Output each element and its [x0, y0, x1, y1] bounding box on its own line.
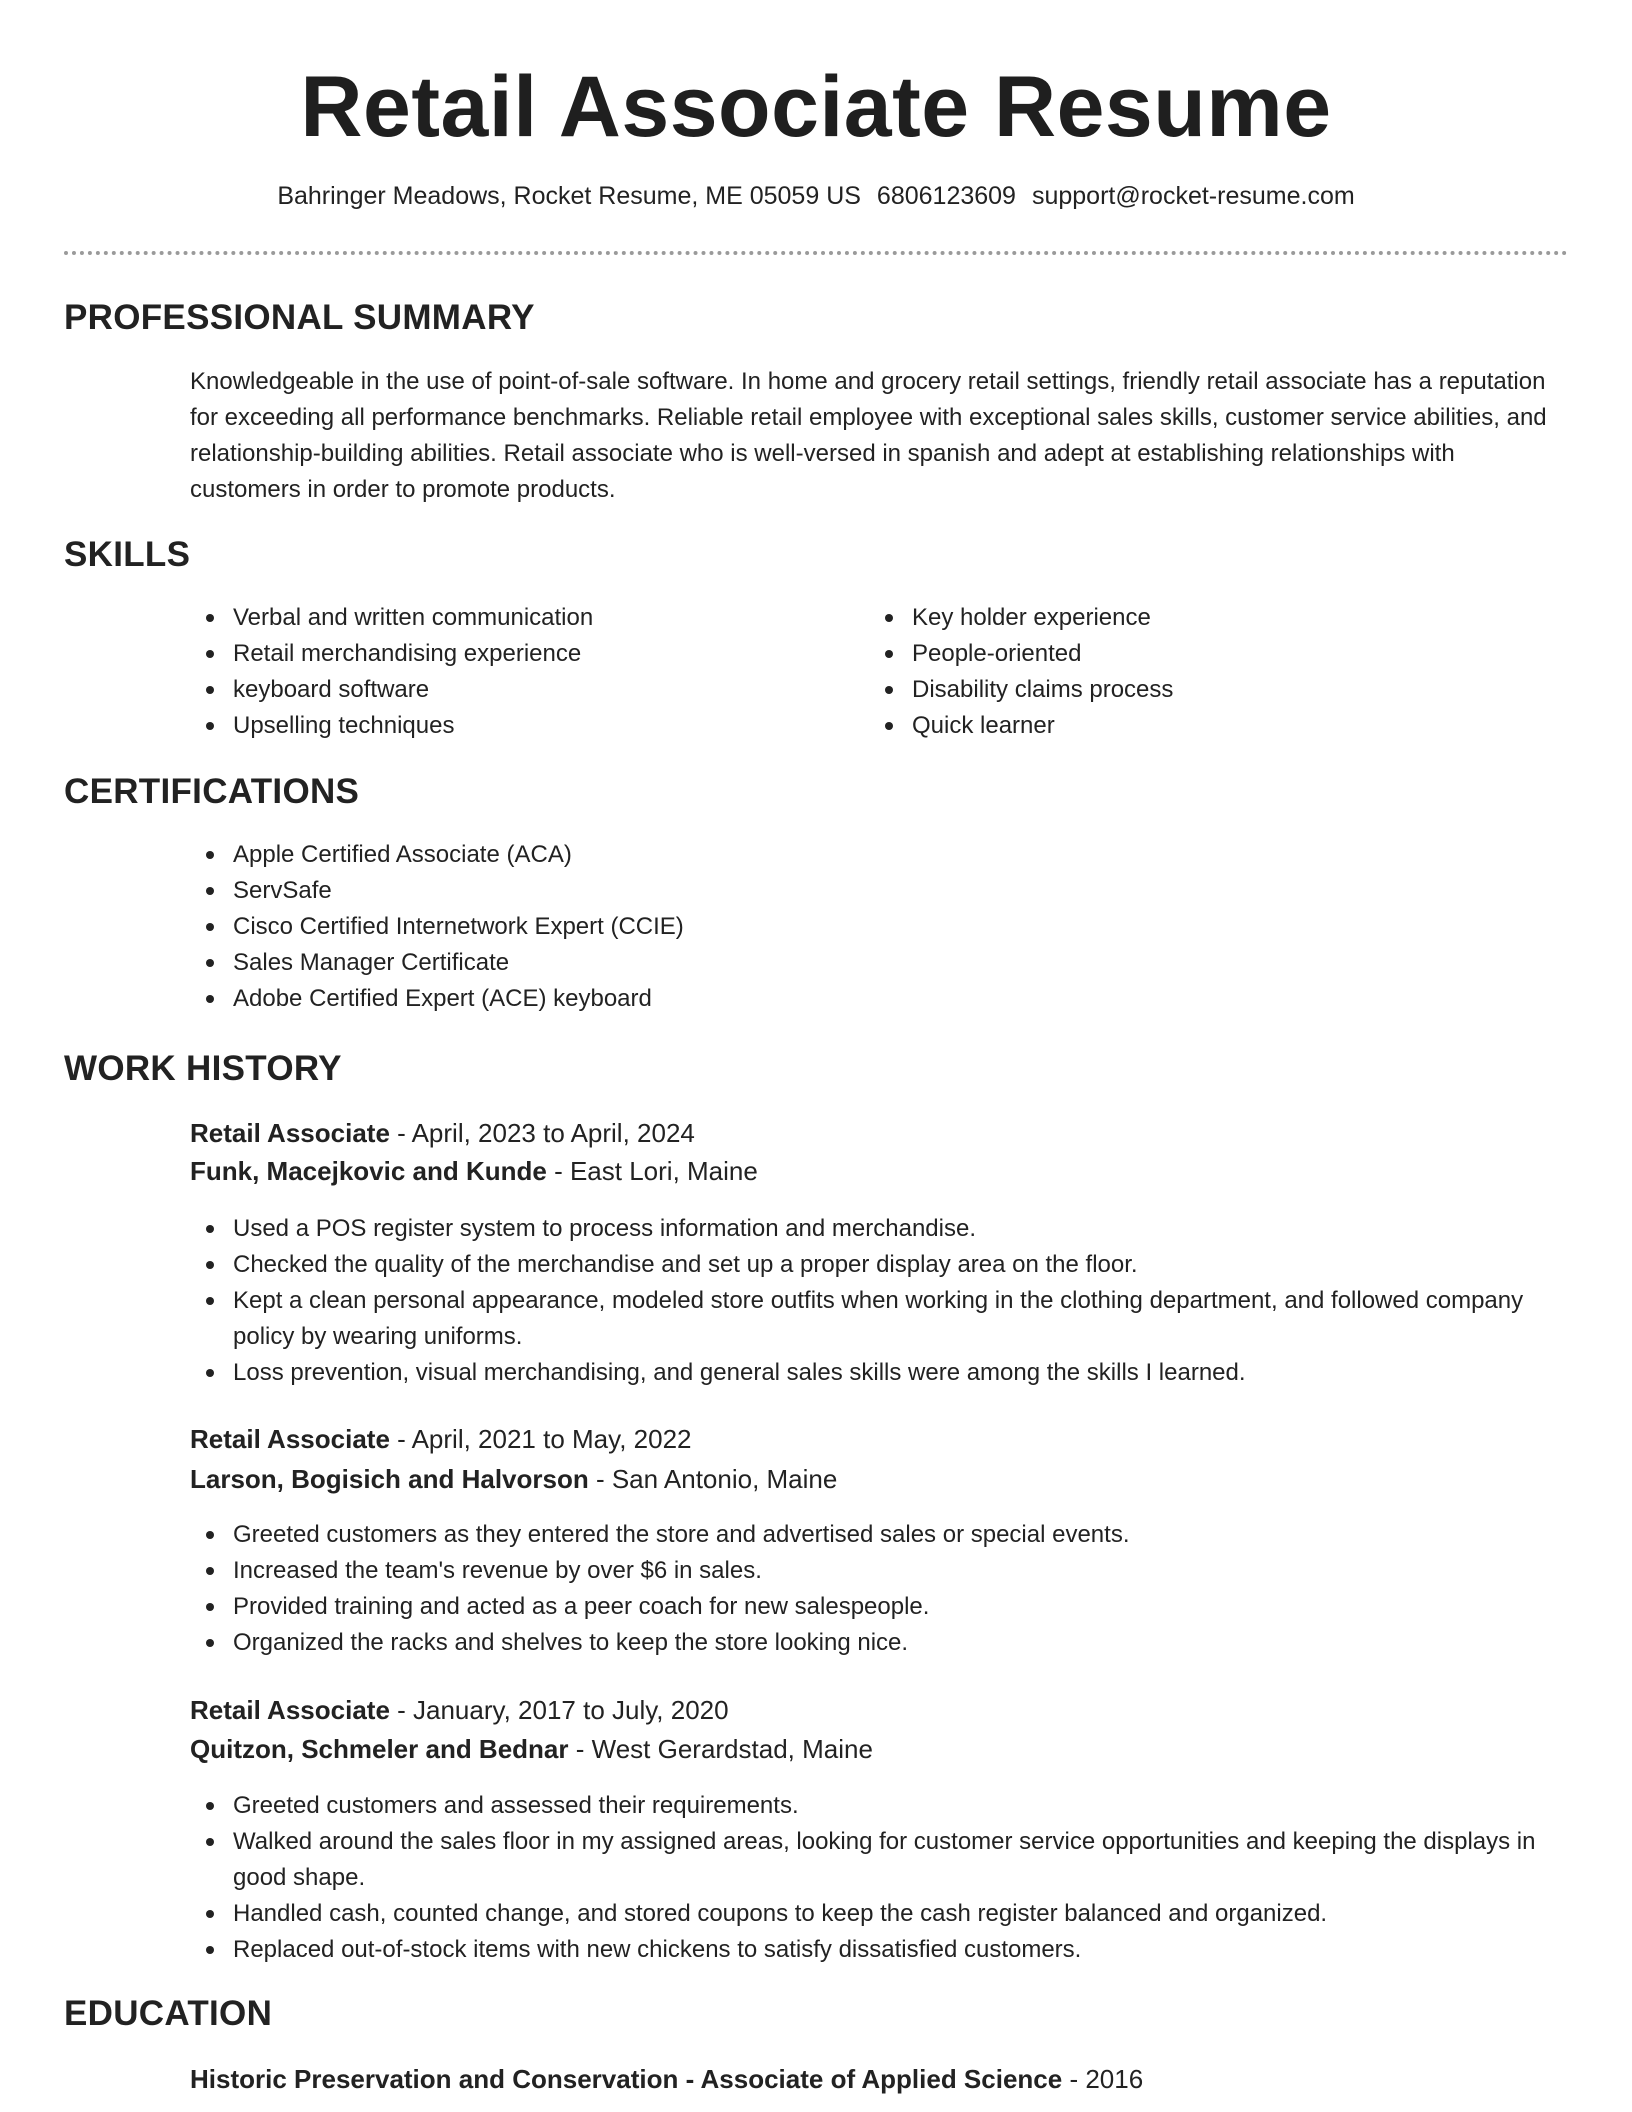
job-location: - East Lori, Maine	[546, 1156, 758, 1186]
contact-email[interactable]: support@rocket-resume.com	[1031, 182, 1355, 210]
certifications-heading: CERTIFICATIONS	[64, 772, 360, 811]
list-item: People-oriented	[869, 636, 1509, 672]
skills-list-left	[190, 600, 830, 744]
job-company: Larson, Bogisich and Halvorson	[190, 1464, 589, 1494]
job-dates: - April, 2021 to May, 2022	[389, 1424, 692, 1454]
summary-heading: PROFESSIONAL SUMMARY	[64, 298, 535, 337]
list-item: Apple Certified Associate (ACA)	[190, 837, 1568, 873]
skills-list-right	[869, 600, 1509, 744]
work-heading: WORK HISTORY	[64, 1049, 342, 1088]
education-degree: Historic Preservation and Conservation - Associate of Applied Science	[190, 2064, 1063, 2094]
contact-line	[0, 182, 1632, 211]
job-dates: - April, 2023 to April, 2024	[389, 1118, 695, 1148]
list-item: Walked around the sales floor in my assigned areas, looking for customer service opportunities and keeping the displays in good shape.	[190, 1824, 1568, 1896]
list-item: Replaced out-of-stock items with new chickens to satisfy dissatisfied customers.	[190, 1932, 1568, 1968]
list-item: Checked the quality of the merchandise and set up a proper display area on the floor.	[190, 1247, 1568, 1283]
job-bullets	[190, 1788, 1568, 1968]
education-year: - 2016	[1062, 2064, 1144, 2094]
list-item: Verbal and written communication	[190, 600, 830, 636]
job-title-line	[190, 1424, 691, 1455]
list-item: Organized the racks and shelves to keep the store looking nice.	[190, 1625, 1568, 1661]
list-item: Kept a clean personal appearance, modeled store outfits when working in the clothing department, and followed company policy by wearing uniforms.	[190, 1283, 1568, 1355]
job-company: Funk, Macejkovic and Kunde	[190, 1156, 547, 1186]
list-item: keyboard software	[190, 672, 830, 708]
job-dates: - January, 2017 to July, 2020	[389, 1695, 729, 1725]
job-company-line	[190, 1156, 758, 1187]
job-company: Quitzon, Schmeler and Bednar	[190, 1734, 569, 1764]
summary-text: Knowledgeable in the use of point-of-sale software. In home and grocery retail settings, friendly retail associate has a reputation for exceeding all performance benchmarks. Reliable retail employee with exceptional sales skills, customer service abilities, and relationship-building abilities. Retail associate who is well-versed in spanish and adept at establishing relationships with customers in order to promote products.	[190, 368, 1547, 503]
resume-title: Retail Associate Resume	[300, 59, 1332, 155]
skills-heading: SKILLS	[64, 535, 191, 574]
list-item: ServSafe	[190, 873, 1568, 909]
education-line	[190, 2064, 1143, 2095]
list-item: Provided training and acted as a peer coach for new salespeople.	[190, 1589, 1568, 1625]
job-title-line	[190, 1118, 695, 1149]
list-item: Retail merchandising experience	[190, 636, 830, 672]
job-title: Retail Associate	[190, 1695, 390, 1725]
contact-phone: 6806123609	[876, 182, 1016, 210]
job-company-line	[190, 1464, 837, 1495]
list-item: Used a POS register system to process information and merchandise.	[190, 1211, 1568, 1247]
list-item: Greeted customers and assessed their requirements.	[190, 1788, 1568, 1824]
job-title-line	[190, 1695, 729, 1726]
list-item: Greeted customers as they entered the store and advertised sales or special events.	[190, 1517, 1568, 1553]
job-company-line	[190, 1734, 873, 1765]
header-divider	[64, 251, 1568, 255]
list-item: Adobe Certified Expert (ACE) keyboard	[190, 981, 1568, 1017]
job-title: Retail Associate	[190, 1118, 390, 1148]
job-bullets	[190, 1211, 1568, 1391]
list-item: Disability claims process	[869, 672, 1509, 708]
contact-address: Bahringer Meadows, Rocket Resume, ME 05059 US	[277, 182, 861, 210]
list-item: Sales Manager Certificate	[190, 945, 1568, 981]
list-item: Upselling techniques	[190, 708, 830, 744]
list-item: Key holder experience	[869, 600, 1509, 636]
certifications-list	[190, 837, 1568, 1017]
list-item: Loss prevention, visual merchandising, and general sales skills were among the skills I learned.	[190, 1355, 1568, 1391]
list-item: Increased the team's revenue by over $6 in sales.	[190, 1553, 1568, 1589]
job-title: Retail Associate	[190, 1424, 390, 1454]
list-item: Handled cash, counted change, and stored coupons to keep the cash register balanced and organized.	[190, 1896, 1568, 1932]
list-item: Cisco Certified Internetwork Expert (CCIE)	[190, 909, 1568, 945]
list-item: Quick learner	[869, 708, 1509, 744]
education-heading: EDUCATION	[64, 1994, 273, 2033]
job-location: - West Gerardstad, Maine	[568, 1734, 873, 1764]
job-bullets	[190, 1517, 1568, 1661]
job-location: - San Antonio, Maine	[588, 1464, 838, 1494]
